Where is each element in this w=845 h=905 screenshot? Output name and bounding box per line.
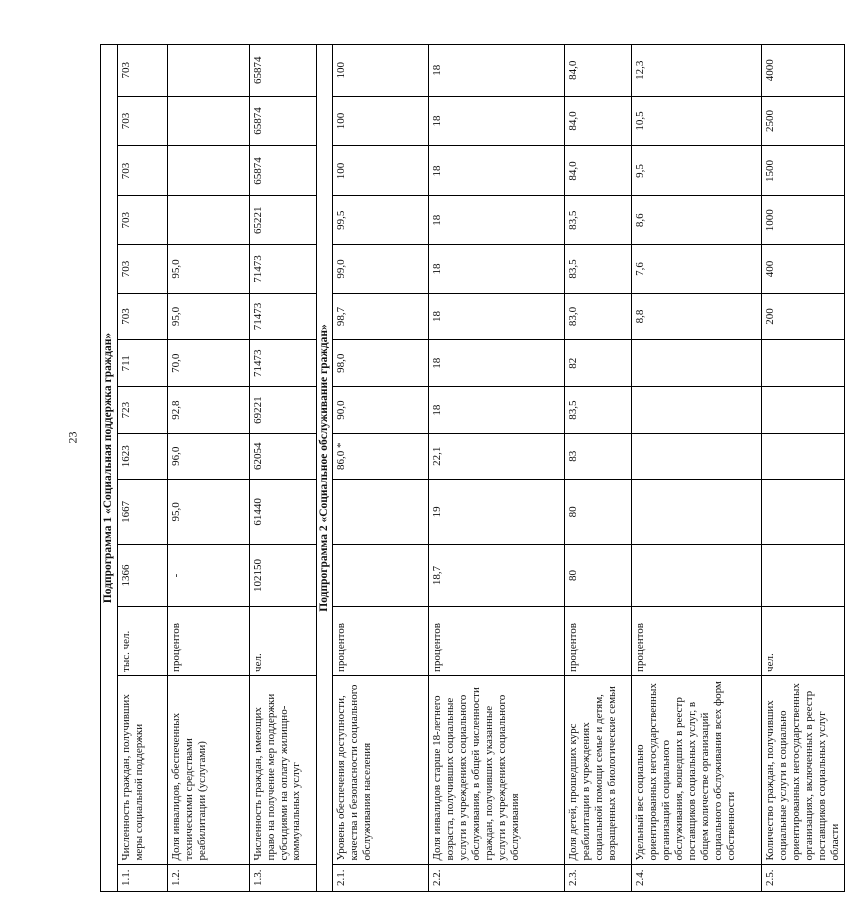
value-cell: 71473: [249, 340, 316, 387]
value-cell: [762, 340, 845, 387]
value-cell: 1000: [762, 196, 845, 245]
subprogram-title: Подпрограмма 2 «Социальное обслуживание граждан»: [316, 45, 333, 892]
value-cell: 400: [762, 245, 845, 294]
unit-of-measure: тыс. чел.: [117, 607, 167, 676]
value-cell: [762, 544, 845, 606]
value-cell: 703: [117, 146, 167, 196]
value-cell: [167, 146, 249, 196]
value-cell: [762, 387, 845, 433]
value-cell: 100: [333, 45, 429, 97]
value-cell: 4000: [762, 45, 845, 97]
unit-of-measure: процентов: [333, 607, 429, 676]
row-number: 2.2.: [429, 864, 565, 891]
value-cell: 18,7: [429, 544, 565, 606]
value-cell: [333, 544, 429, 606]
value-cell: 95,0: [167, 293, 249, 339]
value-cell: 65874: [249, 45, 316, 97]
rotated-table-container: [100, 44, 841, 892]
value-cell: 71473: [249, 293, 316, 339]
indicator-name: Численность граждан, имеющих право на получение мер поддержки субсидиями на оплату жилищно-коммунальных услуг: [249, 675, 316, 864]
table-row: [249, 45, 316, 892]
table-row: [565, 45, 632, 892]
value-cell: 1623: [117, 433, 167, 479]
value-cell: 80: [565, 479, 632, 544]
value-cell: -: [167, 544, 249, 606]
value-cell: 22,1: [429, 433, 565, 479]
indicator-name: Доля инвалидов старше 18-летнего возраста, получивших социальные услуги в учреждениях социального обслуживания, в общей численности граждан, получивших указанные услуги в учреждениях социального обслуживания: [429, 675, 565, 864]
value-cell: 86,0 *: [333, 433, 429, 479]
value-cell: [167, 96, 249, 146]
value-cell: 8,6: [632, 196, 762, 245]
value-cell: 703: [117, 45, 167, 97]
value-cell: 83: [565, 433, 632, 479]
value-cell: 84,0: [565, 146, 632, 196]
value-cell: 8,8: [632, 293, 762, 339]
value-cell: 18: [429, 146, 565, 196]
indicator-name: Удельный вес социально ориентированных негосударственных организаций социального обслуживания, вошедших в реестр поставщиков социальных услуг, в общем количестве организаций социального обслуживания всех форм собственности: [632, 675, 762, 864]
value-cell: [632, 433, 762, 479]
row-number: 1.1.: [117, 864, 167, 891]
value-cell: 82: [565, 340, 632, 387]
table-row: [762, 45, 845, 892]
value-cell: 703: [117, 293, 167, 339]
value-cell: 95,0: [167, 479, 249, 544]
unit-of-measure: процентов: [565, 607, 632, 676]
value-cell: 90,0: [333, 387, 429, 433]
value-cell: 65874: [249, 96, 316, 146]
value-cell: 12,3: [632, 45, 762, 97]
table-row: [167, 45, 249, 892]
value-cell: 65874: [249, 146, 316, 196]
value-cell: 102150: [249, 544, 316, 606]
indicator-name: Доля инвалидов, обеспеченных техническими средствами реабилитации (услугами): [167, 675, 249, 864]
row-number: 2.4.: [632, 864, 762, 891]
value-cell: 96,0: [167, 433, 249, 479]
table-row: [333, 45, 429, 892]
value-cell: 83,5: [565, 196, 632, 245]
value-cell: 703: [117, 196, 167, 245]
value-cell: 95,0: [167, 245, 249, 294]
value-cell: 10,5: [632, 96, 762, 146]
value-cell: 723: [117, 387, 167, 433]
value-cell: [167, 196, 249, 245]
subprogram-header-row: [316, 45, 333, 892]
value-cell: [167, 45, 249, 97]
indicator-name: Уровень обеспечения доступности, качества и безопасности социального обслуживания населения: [333, 675, 429, 864]
value-cell: 80: [565, 544, 632, 606]
value-cell: 65221: [249, 196, 316, 245]
row-number: 2.1.: [333, 864, 429, 891]
value-cell: [632, 387, 762, 433]
value-cell: 18: [429, 96, 565, 146]
value-cell: [632, 544, 762, 606]
indicator-name: Количество граждан, получивших социальные услуги в социально ориентированных негосударственных организациях, включенных в реестр поставщиков социальных услуг области: [762, 675, 845, 864]
value-cell: 62054: [249, 433, 316, 479]
value-cell: 83,0: [565, 293, 632, 339]
value-cell: 84,0: [565, 96, 632, 146]
value-cell: 1667: [117, 479, 167, 544]
unit-of-measure: процентов: [167, 607, 249, 676]
row-number: 1.2.: [167, 864, 249, 891]
table-body: [101, 45, 845, 892]
value-cell: 98,7: [333, 293, 429, 339]
value-cell: 18: [429, 245, 565, 294]
value-cell: 18: [429, 293, 565, 339]
value-cell: [762, 479, 845, 544]
value-cell: 200: [762, 293, 845, 339]
indicators-table: [100, 44, 845, 892]
value-cell: 2500: [762, 96, 845, 146]
value-cell: 83,5: [565, 245, 632, 294]
row-number: 2.3.: [565, 864, 632, 891]
value-cell: 84,0: [565, 45, 632, 97]
unit-of-measure: чел.: [762, 607, 845, 676]
value-cell: 69221: [249, 387, 316, 433]
page-number: 23: [65, 431, 80, 444]
value-cell: 100: [333, 146, 429, 196]
table-row: [117, 45, 167, 892]
unit-of-measure: чел.: [249, 607, 316, 676]
unit-of-measure: процентов: [429, 607, 565, 676]
value-cell: 19: [429, 479, 565, 544]
value-cell: 99,0: [333, 245, 429, 294]
value-cell: 9,5: [632, 146, 762, 196]
value-cell: 18: [429, 387, 565, 433]
value-cell: 711: [117, 340, 167, 387]
value-cell: 98,0: [333, 340, 429, 387]
value-cell: 703: [117, 96, 167, 146]
value-cell: 703: [117, 245, 167, 294]
table-row: [429, 45, 565, 892]
indicator-name: Численность граждан, получивших меры социальной поддержки: [117, 675, 167, 864]
value-cell: 18: [429, 196, 565, 245]
indicator-name: Доля детей, прошедших курс реабилитации в учреждениях социальной помощи семье и детям, возращенных в биологические семьи: [565, 675, 632, 864]
value-cell: 1366: [117, 544, 167, 606]
value-cell: 92,8: [167, 387, 249, 433]
row-number: 1.3.: [249, 864, 316, 891]
value-cell: 18: [429, 340, 565, 387]
value-cell: 83,5: [565, 387, 632, 433]
unit-of-measure: процентов: [632, 607, 762, 676]
row-number: 2.5.: [762, 864, 845, 891]
value-cell: 7,6: [632, 245, 762, 294]
value-cell: 70,0: [167, 340, 249, 387]
value-cell: [762, 433, 845, 479]
value-cell: [632, 479, 762, 544]
value-cell: 99,5: [333, 196, 429, 245]
value-cell: 100: [333, 96, 429, 146]
value-cell: 1500: [762, 146, 845, 196]
value-cell: [632, 340, 762, 387]
subprogram-header-row: [101, 45, 118, 892]
table-row: [632, 45, 762, 892]
value-cell: 18: [429, 45, 565, 97]
value-cell: 61440: [249, 479, 316, 544]
value-cell: 71473: [249, 245, 316, 294]
value-cell: [333, 479, 429, 544]
subprogram-title: Подпрограмма 1 «Социальная поддержка граждан»: [101, 45, 118, 892]
